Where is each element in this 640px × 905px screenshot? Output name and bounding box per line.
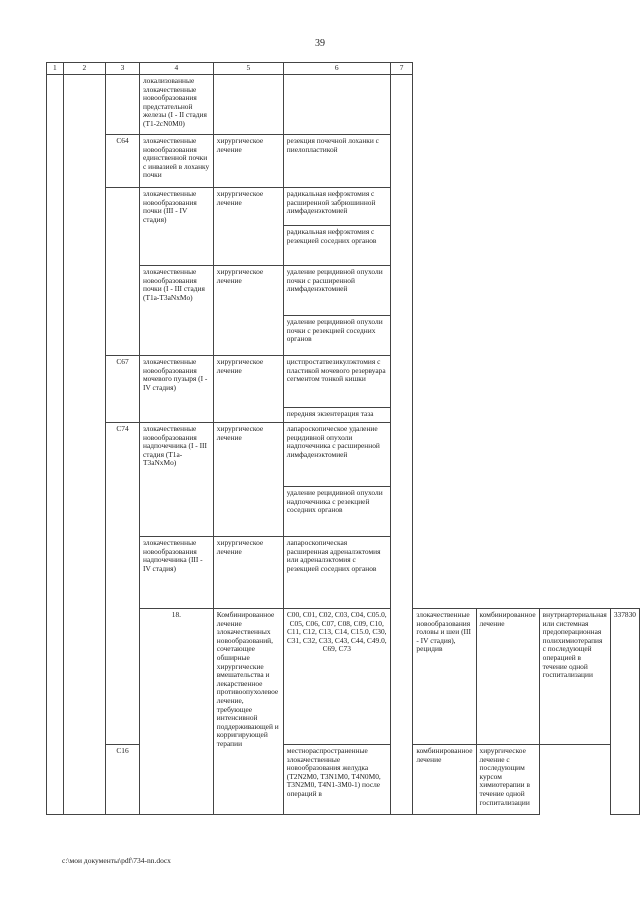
cell-row17-name <box>63 75 105 815</box>
cell-code: C74 <box>106 423 140 745</box>
cell-method: внутриартериальная или системная предоперационная полихимиотерапия с последующей операцией в течение одной госпитализации <box>539 609 610 745</box>
cell-row18-name: Комбинированное лечение злокачественных новообразований, сочетающее обширные хирургические вмешательства и лекарственное противоопухолевое лечение, требующее интенсивной поддерживающей и корригирующей терапии <box>213 609 283 815</box>
cell-diagnosis: злокачественные новообразования головы и шеи (III - IV стадия), рецидив <box>413 609 476 745</box>
cell-method: удаление рецидивной опухоли почки с резекцией соседних органов <box>283 316 390 356</box>
cell-code: C16 <box>106 745 140 815</box>
col-header-1: 1 <box>47 63 64 75</box>
cell-row17-cost <box>390 75 413 815</box>
cell-code: C00, C01, C02, C03, C04, C05.0, C05, C06, C07, C08, C09, C10, C11, C12, C13, C14, C15.0, C30, C31, C32, C33, C43, C44, C49.0, C69, C73 <box>283 609 390 745</box>
col-header-3: 3 <box>106 63 140 75</box>
cell-diagnosis: местнораспространенные злокачественные новообразования желудка (T2N2M0, T3N1M0, T4N0M0, T3N2M0, T4N1-3M0-1) после операций в <box>283 745 390 815</box>
cell-diagnosis: злокачественные новообразования почки (III - IV стадия) <box>139 188 213 266</box>
cell-diagnosis: злокачественные новообразования единственной почки с инвазией в лоханку почки <box>139 135 213 188</box>
col-header-6: 6 <box>283 63 390 75</box>
cell-diagnosis: злокачественные новообразования мочевого пузыря (I - IV стадия) <box>139 356 213 423</box>
col-header-5: 5 <box>213 63 283 75</box>
cell-row18-cost: 337830 <box>610 609 639 815</box>
cell-diagnosis: локализованные злокачественные новообразования предстательной железы (I - II стадия (T1-2cN0M0) <box>139 75 213 135</box>
cell-method <box>283 75 390 135</box>
cell-diagnosis: злокачественные новообразования надпочечника (III - IV стадия) <box>139 537 213 609</box>
treatment-table <box>46 62 640 815</box>
cell-method: удаление рецидивной опухоли надпочечника с резекцией соседних органов <box>283 487 390 537</box>
cell-row18-num: 18. <box>139 609 213 815</box>
cell-treatment-type: комбинированное лечение <box>413 745 476 815</box>
cell-diagnosis: злокачественные новообразования надпочечника (I - III стадия (T1a-T3aNxMo) <box>139 423 213 537</box>
cell-method: цистпростатвезикулэктомия с пластикой мочевого резервуара сегментом тонкой кишки <box>283 356 390 408</box>
cell-method: передняя экзентерация таза <box>283 408 390 423</box>
cell-method: радикальная нефрэктомия с расширенной забрюшинной лимфаденэктомией <box>283 188 390 226</box>
cell-code-empty <box>106 75 140 135</box>
header-row <box>47 63 640 75</box>
cell-code: C67 <box>106 356 140 423</box>
cell-method: лапароскопическая расширенная адреналэктомия или адреналэктомия с резекцией соседних органов <box>283 537 390 609</box>
cell-method: лапароскопическое удаление рецидивной опухоли надпочечника с расширенной лимфаденэктомией <box>283 423 390 487</box>
cell-treatment-type: хирургическое лечение <box>213 188 283 266</box>
cell-code-span <box>106 188 140 356</box>
col-header-4: 4 <box>139 63 213 75</box>
cell-method: удаление рецидивной опухоли почки с расширенной лимфаденэктомией <box>283 266 390 316</box>
cell-row17-num <box>47 75 64 815</box>
col-header-2: 2 <box>63 63 105 75</box>
cell-treatment-type: хирургическое лечение <box>213 537 283 609</box>
cell-method: радикальная нефрэктомия с резекцией соседних органов <box>283 226 390 266</box>
page-number: 39 <box>315 38 325 49</box>
cell-treatment-type: хирургическое лечение <box>213 135 283 188</box>
cell-diagnosis: злокачественные новообразования почки (I - III стадия (T1a-T3aNxMo) <box>139 266 213 356</box>
cell-treatment-type: хирургическое лечение <box>213 423 283 537</box>
col-header-7: 7 <box>390 63 413 75</box>
cell-treatment-type: хирургическое лечение <box>213 266 283 356</box>
cell-treatment-type <box>213 75 283 135</box>
cell-method: резекция почечной лоханки с пиелопластикой <box>283 135 390 188</box>
cell-code: C64 <box>106 135 140 188</box>
cell-treatment-type: хирургическое лечение <box>213 356 283 423</box>
cell-treatment-type: комбинированное лечение <box>476 609 539 745</box>
cell-method: хирургическое лечение с последующим курсом химиотерапии в течение одной госпитализации <box>476 745 539 815</box>
file-path-footer: c:\мои документы\pdf\734-nn.docx <box>62 856 171 865</box>
